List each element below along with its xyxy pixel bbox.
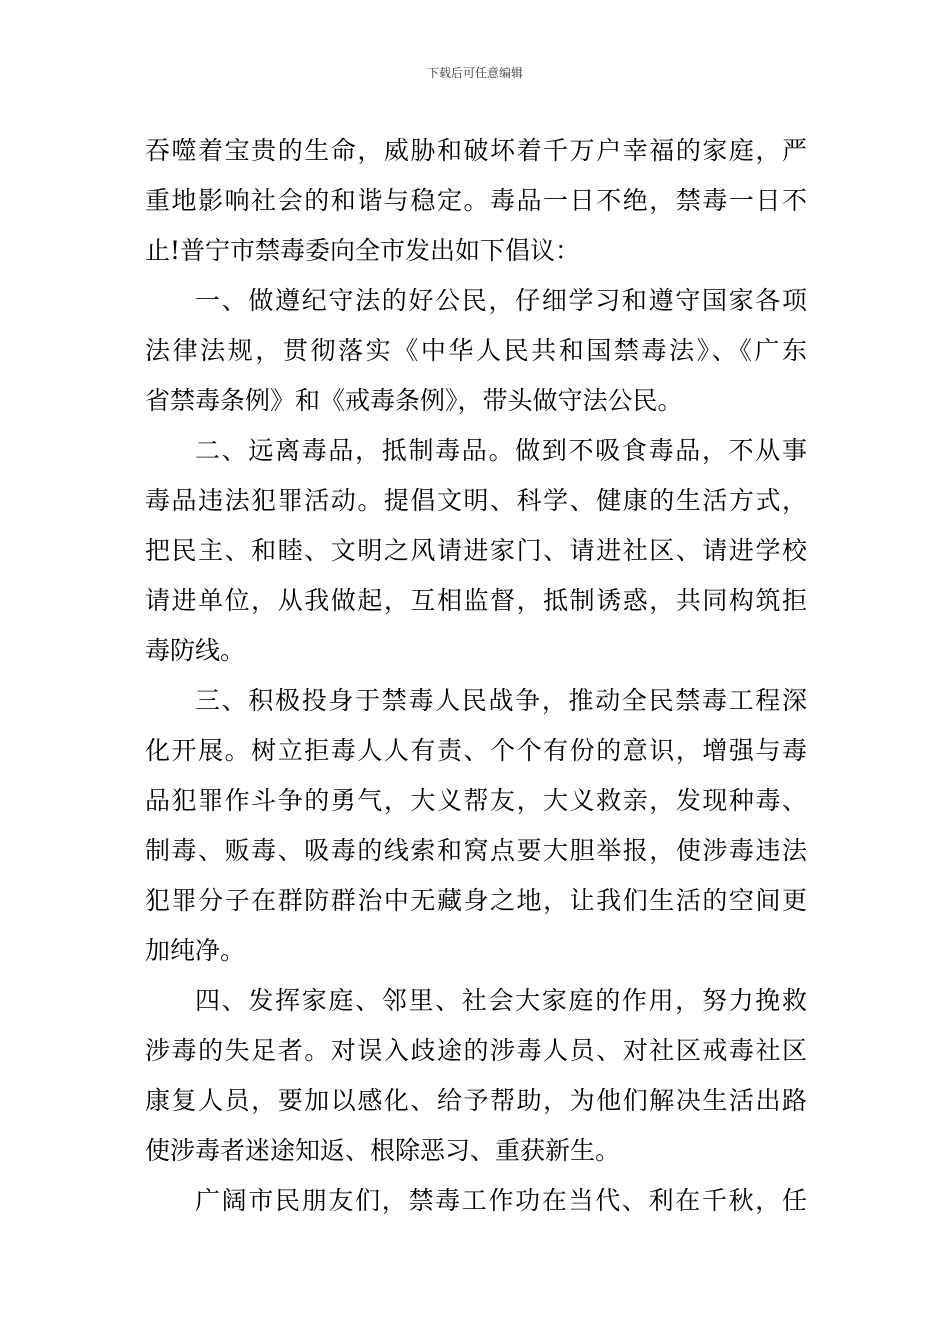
text-line: 犯罪分子在群防群治中无藏身之地，让我们生活的空间更 bbox=[145, 886, 807, 915]
text-line: 使涉毒者迷途知返、根除恶习、重获新生。 bbox=[145, 1136, 621, 1165]
text-line: 涉毒的失足者。对误入歧途的涉毒人员、对社区戒毒社区 bbox=[145, 1036, 807, 1065]
header-note: 下载后可任意编辑 bbox=[426, 66, 523, 80]
text-line: 省禁毒条例》和《戒毒条例》，带头做守法公民。 bbox=[145, 386, 683, 415]
text-line: 重地影响社会的和谐与稳定。毒品一日不绝，禁毒一日不 bbox=[145, 186, 807, 215]
text-line: 加纯净。 bbox=[145, 936, 246, 965]
text-line: 品犯罪作斗争的勇气，大义帮友，大义救亲，发现种毒、 bbox=[145, 786, 807, 815]
body-text bbox=[145, 126, 807, 1226]
text-line: 三、积极投身于禁毒人民战争，推动全民禁毒工程深 bbox=[195, 686, 807, 715]
text-line: 化开展。树立拒毒人人有责、个个有份的意识，增强与毒 bbox=[145, 736, 807, 765]
text-line: 四、发挥家庭、邻里、社会大家庭的作用，努力挽救 bbox=[195, 986, 807, 1015]
text-line: 二、远离毒品，抵制毒品。做到不吸食毒品，不从事 bbox=[195, 436, 807, 465]
text-line: 制毒、贩毒、吸毒的线索和窝点要大胆举报，使涉毒违法 bbox=[145, 836, 807, 865]
text-line: 吞噬着宝贵的生命，威胁和破坏着千万户幸福的家庭，严 bbox=[145, 136, 807, 165]
text-line: 毒品违法犯罪活动。提倡文明、科学、健康的生活方式， bbox=[145, 486, 807, 515]
text-line: 毒防线。 bbox=[145, 636, 246, 665]
text-line: 一、做遵纪守法的好公民，仔细学习和遵守国家各项 bbox=[195, 286, 807, 315]
text-line: 请进单位，从我做起，互相监督，抵制诱惑，共同构筑拒 bbox=[145, 586, 807, 615]
text-line: 法律法规，贯彻落实《中华人民共和国禁毒法》、《广东 bbox=[145, 336, 807, 365]
text-line: 把民主、和睦、文明之风请进家门、请进社区、请进学校 bbox=[145, 536, 807, 565]
text-line: 康复人员，要加以感化、给予帮助，为他们解决生活出路 bbox=[145, 1086, 807, 1115]
text-line: 广阔市民朋友们，禁毒工作功在当代、利在千秋，任 bbox=[195, 1186, 807, 1215]
text-line: 止!普宁市禁毒委向全市发出如下倡议： bbox=[145, 236, 581, 265]
